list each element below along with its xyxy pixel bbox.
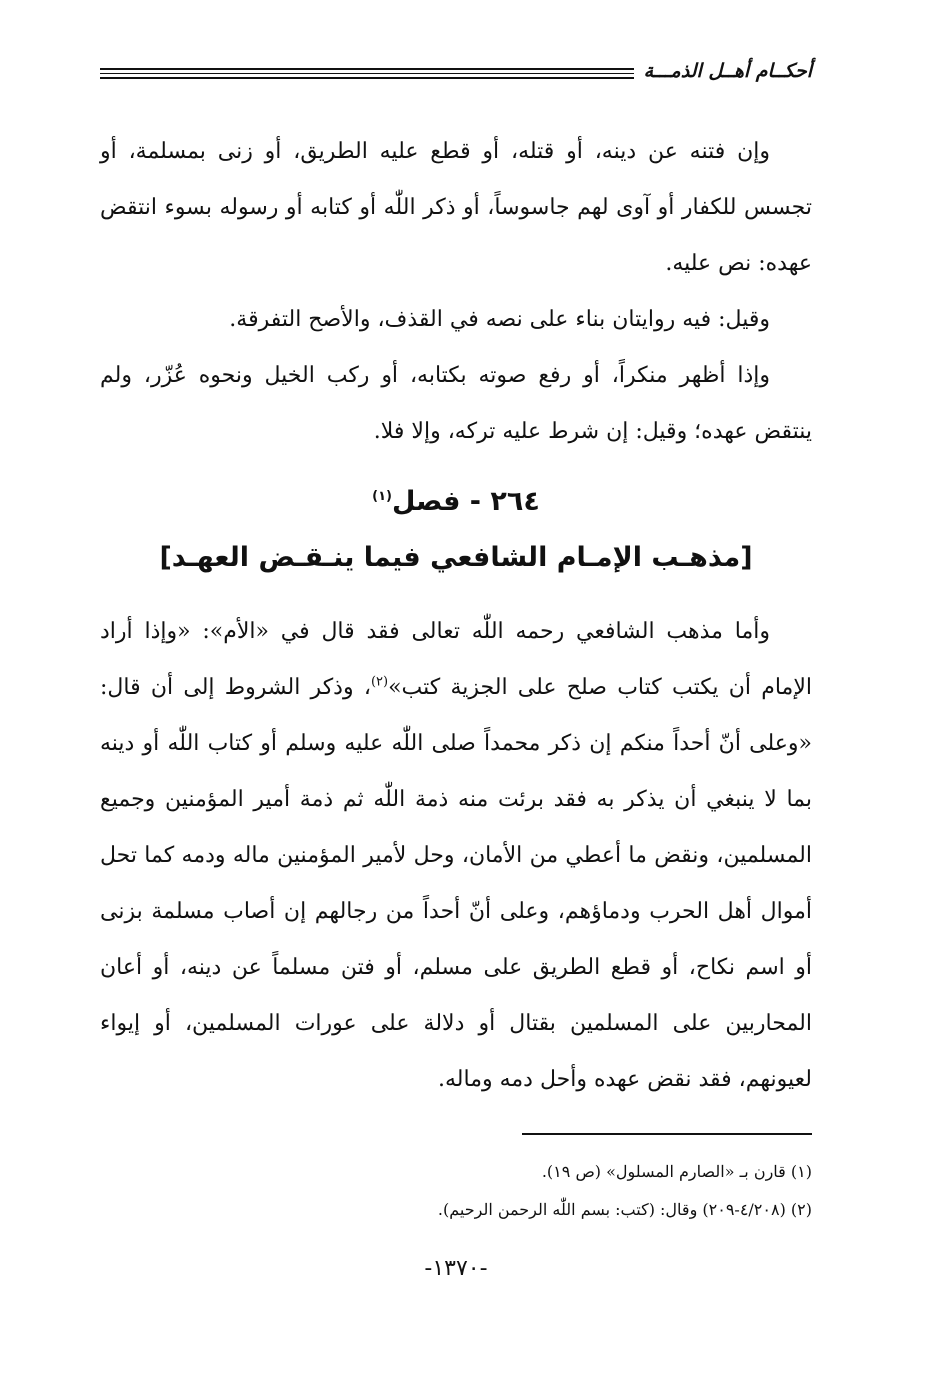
section-heading — [100, 474, 812, 530]
footnote-separator — [522, 1133, 812, 1135]
paragraph-2-text: وقيل: فيه روايتان بناء على نصه في القذف، والأصح التفرقة. — [229, 307, 770, 332]
paragraph-2 — [100, 292, 812, 348]
section-footnote-ref: (١) — [372, 489, 392, 504]
paragraph-4-text-part1: وأما مذهب الشافعي رحمه اللّٰه تعالى فقد قال في «الأم»: «وإذا أراد الإمام أن يكتب كتاب صلح على الجزية كتب» — [100, 619, 812, 700]
section-subtitle: [مذهـب الإمـام الشافعي فيما ينـقـض العهـد] — [159, 542, 753, 573]
running-header — [100, 58, 812, 94]
footnote-2: (٢) (٤/٢٠٨-٢٠٩) وقال: (كتب: بسم اللّٰه الرحمن الرحيم). — [437, 1200, 812, 1219]
section-dash: - — [460, 486, 481, 517]
paragraph-4-text-part2: ، وذكر الشروط إلى أن قال: «وعلى أنّ أحداً منكم إن ذكر محمداً صلى اللّٰه عليه وسلم أو كتاب اللّٰه أو دينه بما لا ينبغي أن يذكر به فقد برئت منه ذمة اللّٰه ثم ذمة أمير المؤمنين وجميع المسلمين، ونقض ما أعطي من الأمان، وحل لأمير المؤمنين ماله ودمه كما تحل أموال أهل الحرب ودماؤهم، وعلى أنّ أحداً من رجالهم إن أصاب مسلمة بزنى أو اسم نكاح، أو قطع الطريق على مسلم، أو فتن مسلماً عن دينه، أو أعان المحاربين على المسلمين بقتال أو دلالة على عورات المسلمين، أو إيواء لعيونهم، فقد نقض عهده وأحل دمه وماله. — [100, 675, 812, 1092]
footnote-ref-2: (٢) — [370, 674, 389, 690]
paragraph-3-text: وإذا أظهر منكراً، أو رفع صوته بكتابه، أو ركب الخيل ونحوه عُزّر، ولم ينتقض عهده؛ وقيل: إن شرط عليه تركه، وإلا فلا. — [100, 363, 812, 444]
paragraph-1 — [100, 124, 812, 292]
section-label: فصل — [391, 486, 461, 517]
footnote-1: (١) قارن بـ «الصارم المسلول» (ص ١٩). — [541, 1162, 812, 1181]
paragraph-1-text: وإن فتنه عن دينه، أو قتله، أو قطع عليه الطريق، أو زنى بمسلمة، أو تجسس للكفار أو آوى لهم جاسوساً، أو ذكر اللّٰه أو كتابه أو رسوله بسوء انتقض عهده: نص عليه. — [100, 139, 812, 276]
footnotes — [100, 1153, 812, 1229]
paragraph-3 — [100, 348, 812, 460]
section-number: ٢٦٤ — [490, 486, 540, 517]
document-page — [100, 58, 812, 1358]
page-number: -١٣٧٠- — [424, 1256, 488, 1281]
paragraph-4 — [100, 604, 812, 1108]
book-title: أحكــام أهــل الذمـــة — [634, 60, 812, 82]
